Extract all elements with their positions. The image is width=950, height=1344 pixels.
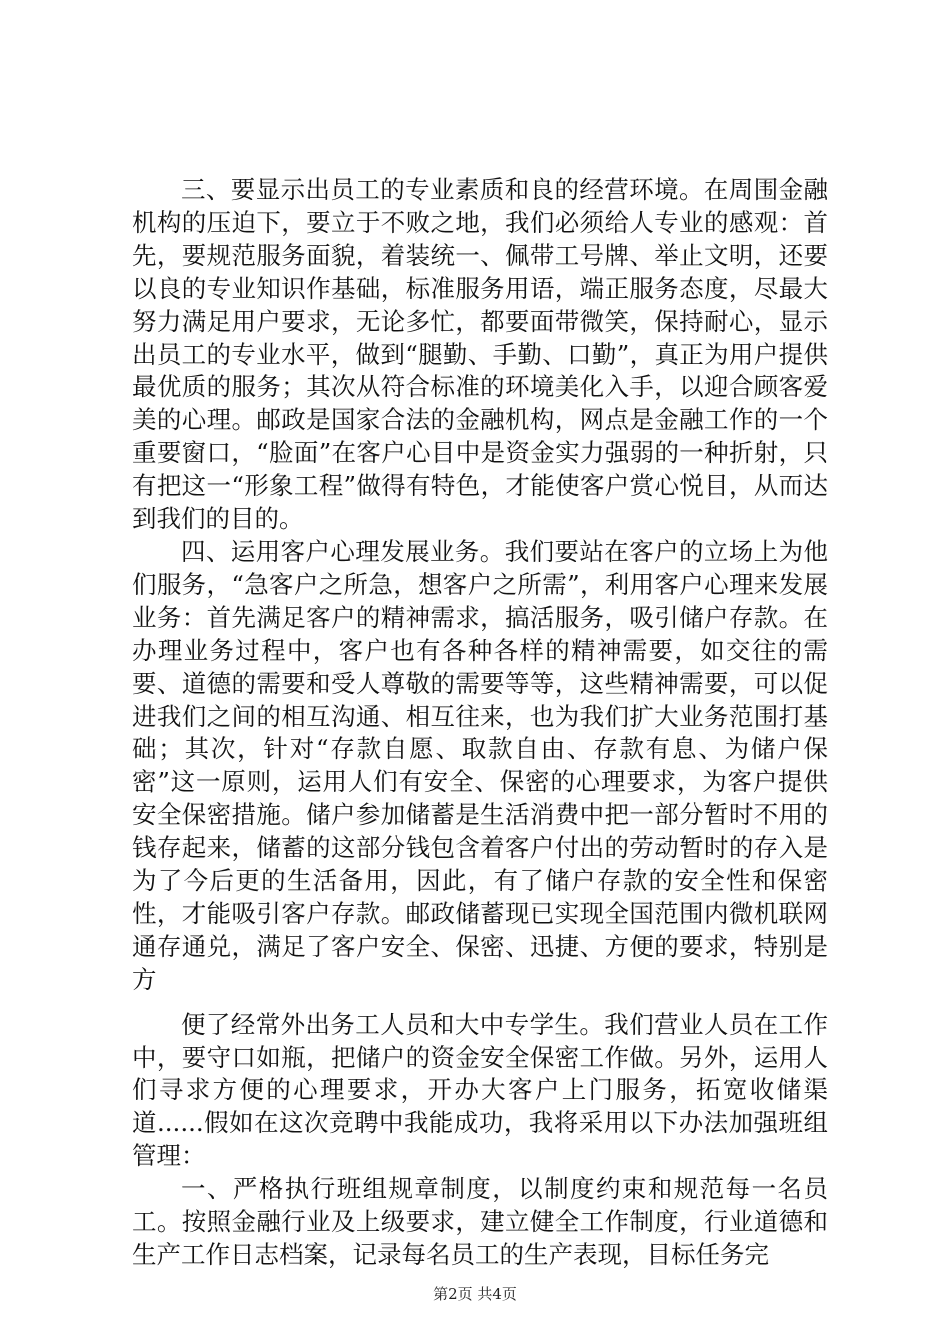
paragraph-continuation: 便了经常外出务工人员和大中专学生。我们营业人员在工作中，要守口如瓶，把储户的资金安全保密工作做。另外，运用人们寻求方便的心理要求，开办大客户上门服务，拓宽收储渠道......假如在这次竞聘中我能成功，我将采用以下办法加强班组管理： — [132, 1009, 828, 1171]
paragraph-three: 三、要显示出员工的专业素质和良的经营环境。在周围金融机构的压迫下，要立于不败之地，我们必须给人专业的感观：首先，要规范服务面貌，着装统一、佩带工号牌、举止文明，还要以良的专业知识作基础，标准服务用语，端正服务态度，尽最大努力满足用户要求，无论多忙，都要面带微笑，保持耐心，显示出员工的专业水平，做到“腿勤、手勤、口勤”，真正为用户提供最优质的服务；其次从符合标准的环境美化入手，以迎合顾客爱美的心理。邮政是国家合法的金融机构，网点是金融工作的一个重要窗口，“脸面”在客户心目中是资金实力强弱的一种折射，只有把这一“形象工程”做得有特色，才能使客户赏心悦目，从而达到我们的目的。 — [132, 175, 828, 534]
body-text — [132, 174, 828, 1272]
paragraph-four: 四、运用客户心理发展业务。我们要站在客户的立场上为他们服务，“急客户之所急，想客户之所需”，利用客户心理来发展业务：首先满足客户的精神需求，搞活服务，吸引储户存款。在办理业务过程中，客户也有各种各样的精神需要，如交往的需要、道德的需要和受人尊敬的需要等等，这些精神需要，可以促进我们之间的相互沟通、相互往来，也为我们扩大业务范围打基础；其次，针对“存款自愿、取款自由、存款有息、为储户保密”这一原则，运用人们有安全、保密的心理要求，为客户提供安全保密措施。储户参加储蓄是生活消费中把一部分暂时不用的钱存起来，储蓄的这部分钱包含着客户付出的劳动暂时的存入是为了今后更的生活备用，因此，有了储户存款的安全性和保密性，才能吸引客户存款。邮政储蓄现已实现全国范围内微机联网通存通兑，满足了客户安全、保密、迅捷、方便的要求，特别是方 — [132, 536, 828, 994]
page-footer: 第2页 共4页 — [433, 1285, 517, 1303]
paragraph-one: 一、严格执行班组规章制度，以制度约束和规范每一名员工。按照金融行业及上级要求，建立健全工作制度，行业道德和生产工作日志档案，记录每名员工的生产表现，目标任务完 — [132, 1174, 828, 1269]
